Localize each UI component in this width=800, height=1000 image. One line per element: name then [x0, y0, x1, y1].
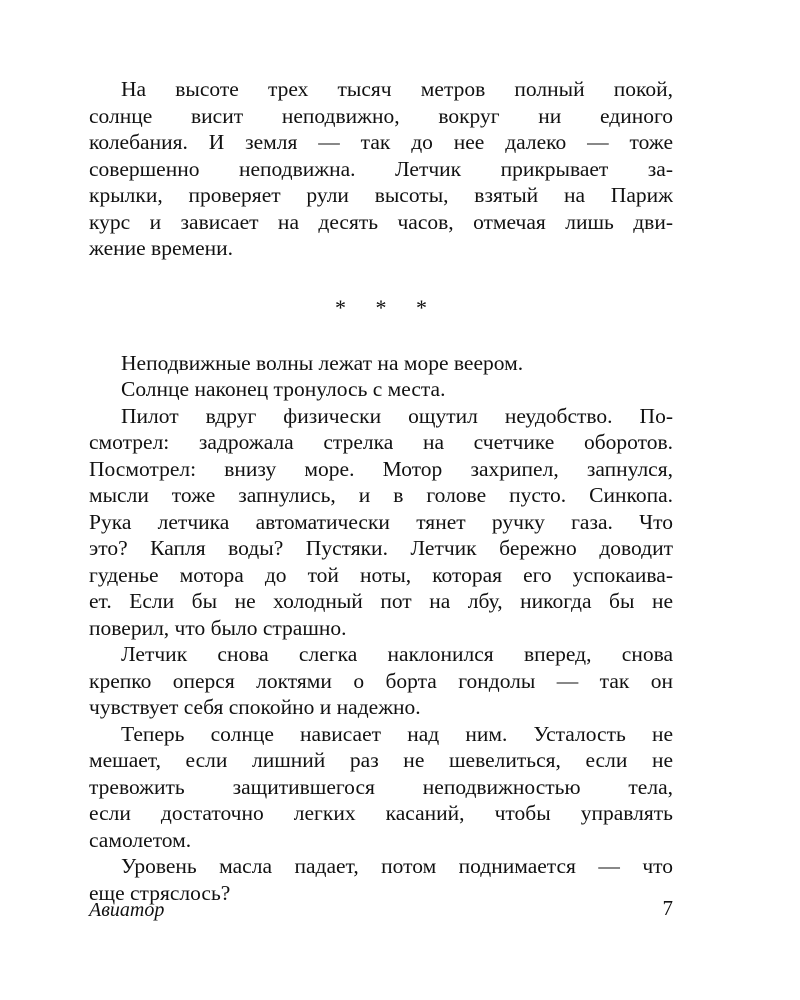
- text-line: Летчик снова слегка наклонился вперед, снова: [121, 642, 673, 666]
- text-line: крылки, проверяет рули высоты, взятый на Париж: [89, 183, 673, 207]
- text-line: смотрел: задрожала стрелка на счетчике оборотов.: [89, 430, 673, 454]
- text-line: жение времени.: [89, 236, 234, 260]
- running-footer-title: Авиатор: [89, 899, 165, 921]
- text-line: мысли тоже запнулись, и в голове пусто. Синкопа.: [89, 483, 673, 507]
- text-line: мешает, если лишний раз не шевелиться, если не: [89, 748, 673, 772]
- text-line: это? Капля воды? Пустяки. Летчик бережно доводит: [89, 536, 673, 560]
- text-line: На высоте трех тысяч метров полный покой,: [121, 77, 673, 101]
- text-line: гуденье мотора до той ноты, которая его успокаива-: [89, 562, 673, 587]
- text-line: если достаточно легких касаний, чтобы управлять: [89, 801, 673, 825]
- paragraph-3: [89, 376, 673, 403]
- text-line: ет. Если бы не холодный пот на лбу, никогда бы не: [89, 589, 673, 613]
- paragraph-4: [89, 403, 673, 642]
- text-line: самолетом.: [89, 827, 192, 852]
- paragraph-5: [89, 641, 673, 721]
- text-line: тревожить защитившегося неподвижностью тела,: [89, 774, 673, 799]
- paragraph-1: [89, 76, 673, 262]
- text-line: Рука летчика автоматически тянет ручку газа. Что: [89, 509, 673, 534]
- text-line: Солнце наконец тронулось с места.: [121, 377, 446, 401]
- text-line: Теперь солнце нависает над ним. Усталость не: [121, 721, 673, 746]
- text-line: Посмотрел: внизу море. Мотор захрипел, запнулся,: [89, 456, 673, 481]
- page-number: 7: [662, 896, 673, 920]
- paragraph-2: [89, 350, 673, 377]
- paragraph-7: [89, 853, 673, 906]
- text-line: солнце висит неподвижно, вокруг ни единого: [89, 103, 673, 128]
- section-separator: * * *: [335, 294, 439, 320]
- text-line: Уровень масла падает, потом поднимается — что: [121, 854, 673, 878]
- text-line: крепко оперся локтями о борта гондолы — так он: [89, 668, 673, 693]
- text-line: Неподвижные волны лежат на море веером.: [121, 350, 524, 375]
- text-line: Пилот вдруг физически ощутил неудобство. По-: [121, 403, 673, 428]
- text-line: колебания. И земля — так до нее далеко — тоже: [89, 130, 673, 154]
- text-line: совершенно неподвижна. Летчик прикрывает за-: [89, 156, 673, 181]
- text-line: поверил, что было страшно.: [89, 615, 347, 640]
- page-body: [89, 76, 673, 906]
- text-line: курс и зависает на десять часов, отмечая лишь дви-: [89, 209, 673, 234]
- paragraph-6: [89, 721, 673, 854]
- text-line: еще стряслось?: [89, 880, 231, 905]
- text-line: чувствует себя спокойно и надежно.: [89, 695, 421, 719]
